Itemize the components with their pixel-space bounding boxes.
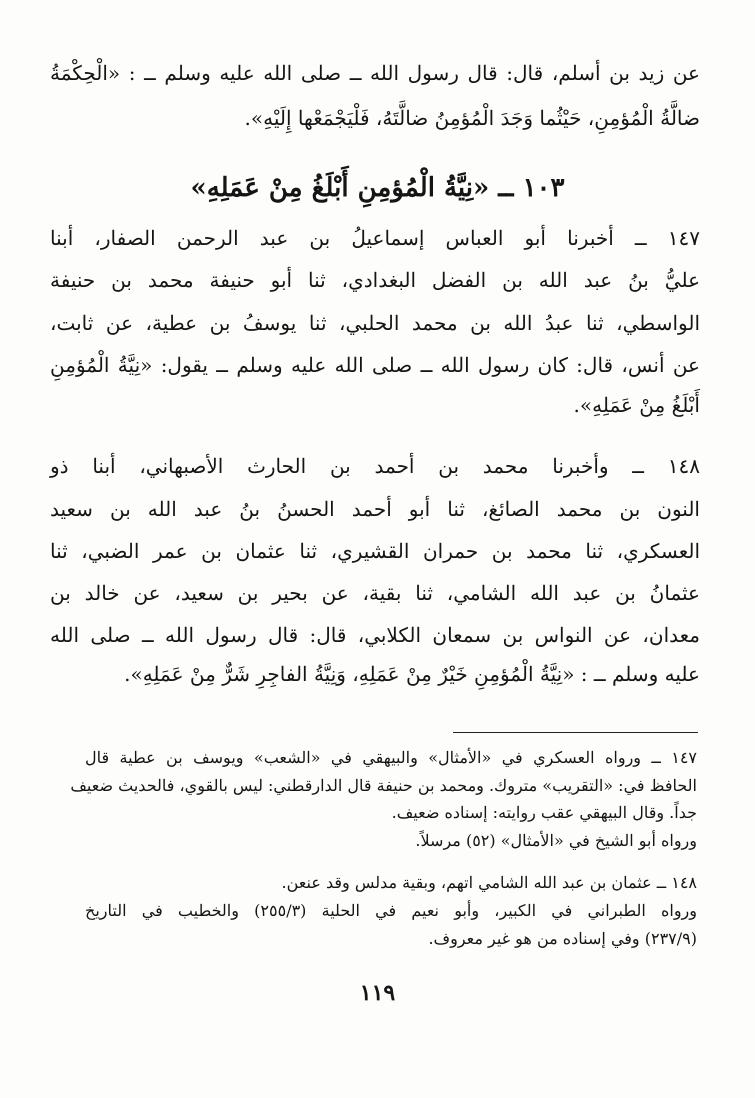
text-line: عثمانُ بن عبد الله الشامي، ثنا بقية، عن بحير بن سعيد، عن خالد بن bbox=[50, 581, 700, 605]
footnote-line: الحافظ في: «التقريب» متروك. ومحمد بن حنيفة قال الدارقطني: ليس بالقوي، فالحديث ضعيف bbox=[70, 776, 697, 795]
text-line: عليه وسلم ــ : «نِيَّةُ الْمُؤمِنِ خَيْرٌ مِنْ عَمَلِهِ، وَنِيَّةُ الفاجِرِ شَرٌّ مِنْ عَمَلِهِ». bbox=[124, 662, 700, 686]
footnote-line: (٢٣٧/٩) وفي إسناده من هو غير معروف. bbox=[428, 929, 697, 948]
text-line: الواسطي، ثنا عبدُ الله بن محمد الحلبي، ثنا يوسفُ بن عطية، عن ثابت، bbox=[50, 311, 700, 335]
footnote-separator bbox=[453, 732, 698, 733]
footnote-line: ورواه أبو الشيخ في «الأمثال» (٥٢) مرسلاً. bbox=[415, 831, 697, 850]
chapter-heading: ١٠٣ ــ «نِيَّةُ الْمُؤمِنِ أَبْلَغُ مِنْ عَمَلِهِ» bbox=[190, 173, 565, 203]
text-line: النون بن محمد الصائغ، ثنا أبو أحمد الحسنُ بنُ عبد الله بن سعيد bbox=[50, 497, 700, 521]
text-line: عليُّ بنُ عبد الله بن الفضل البغدادي، ثنا أبو حنيفة محمد بن حنيفة bbox=[50, 268, 700, 292]
text-line: عن أنس، قال: كان رسول الله ــ صلى الله عليه وسلم ــ يقول: «نِيَّةُ الْمُؤمِنِ bbox=[50, 353, 700, 377]
text-line: ضالَّةُ الْمُؤمِنِ، حَيْثُما وَجَدَ الْمُؤمِنُ ضالَّتَهُ، فَلْيَجْمَعْها إِلَيْهِ». bbox=[244, 106, 700, 130]
text-line: أَبْلَغُ مِنْ عَمَلِهِ». bbox=[573, 393, 700, 417]
footnote-line: ورواه الطبراني في الكبير، وأبو نعيم في الحلية (٢٥٥/٣) والخطيب في التاريخ bbox=[85, 901, 698, 920]
footnote-line: ١٤٨ ــ عثمان بن عبد الله الشامي اتهم، وبقية مدلس وقد عنعن. bbox=[281, 873, 697, 892]
page-number: ١١٩ bbox=[359, 980, 396, 1006]
text-line: ١٤٨ ــ وأخبرنا محمد بن أحمد بن الحارث الأصبهاني، أبنا ذو bbox=[50, 454, 700, 478]
text-line: ١٤٧ ــ أخبرنا أبو العباس إسماعيلُ بن عبد الرحمن الصفار، أبنا bbox=[50, 226, 700, 250]
footnote-line: ١٤٧ ــ ورواه العسكري في «الأمثال» والبيهقي في «الشعب» ويوسف بن عطية قال bbox=[85, 748, 697, 767]
text-line: عن زيد بن أسلم، قال: قال رسول الله ــ صلى الله عليه وسلم ــ : «الْحِكْمَةُ bbox=[50, 61, 700, 85]
text-line: العسكري، ثنا محمد بن حمران القشيري، ثنا عثمان بن عمر الضبي، ثنا bbox=[50, 539, 700, 563]
footnote-line: جداً. وقال البيهقي عقب روايته: إسناده ضعيف. bbox=[391, 803, 697, 822]
text-line: معدان، عن النواس بن سمعان الكلابي، قال: قال رسول الله ــ صلى الله bbox=[50, 623, 700, 647]
